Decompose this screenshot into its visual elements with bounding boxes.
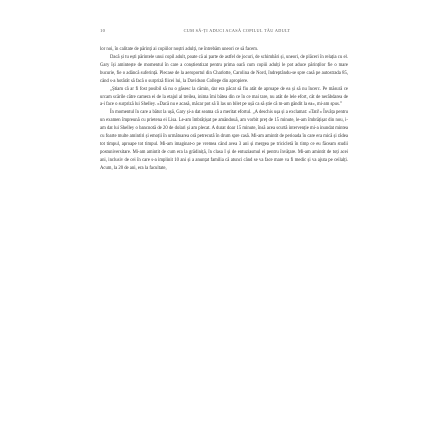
running-head-title: CUM SĂ-ȚI ADUCI ACASĂ COPILUL TĂU ADULT [183, 28, 291, 33]
page-number: 10 [100, 28, 106, 33]
body-text [100, 46, 348, 173]
running-head [0, 28, 445, 38]
paragraph: „Știam că ar fi fost posibil să nu o găsesc la cămin, dar era păcat să fiu atât de aproape de ea și să nu încerc. Pe măsură ce urcam scările către camera ei de la etajul al treilea, inima îmi bătea din ce în ce mai tare, nu atât de lele efort, cât de nerăbdarea de a-i face o surpriză lui Shelley. «Dacă nu e acasă, măcar pot să îi las un bilet pe ușă ca să știe că m-am gândit la ea», mi-am spus.” [100, 86, 348, 108]
paragraph: lor noi, în calitate de părinți ai copiilor noștri adulți, ne întrebăm uneori ce să facem. [100, 47, 259, 52]
paragraph: Dacă și tu ești părintele unui copil adult, poate că ai parte de astfel de jocuri, de schimbări și, uneori, de plăceri în relația cu el. Gary își amintește de momentul în care a conștientizat pentru prima oară cum copiii adulți le pot aduce părinților fie o mare bucurie, fie o adâncă suferință. Plecase de la aeroportul din Charlotte, Carolina de Nord, îndreptându-se spre casă pe autostrada 85, când s-a hotărât să facă o surpriză fiicei lui, la Davidson College din apropiere. [100, 54, 348, 84]
paragraph: În momentul în care a bătut la ușă, Gary și-a dat seama că a meritat efortul. „A deschis ușa și a exclamat: «Tati!» Învăța pentru un examen împreună cu prietena ei Lisa. Le-am îmbrățișat pe amândouă, am vorbit preț de 15 minute, le-am îmbrățișat din nou, i-am dat lui Shelley o bancnotă de 20 de dolari și am plecat. A durat doar 15 minute, însă acea scurtă intervenție mi-a inundat mintea cu foarte multe amintiri și emoții în următoarea oră petrecută în drum spre casă. Mi-am amintit de perioada în care era mică și râdea tot timpul, aproape tot timpul. Mi-am imaginat-o pe vremea când avea 3 ani și mergea pe tricicletă în timp ce eu făceam studii postuniversitare. Mi-am amintit de cum era la grădiniță, în clasa I și de entuziasmul ei pentru învățare. Mi-am amintit de toți acei ani, inclusiv de cei în care s-a implinit 10 ani și a anunțat familia că atunci când se va face mare va fi medic și va ajuta pe ceilalți. Acum, la 20 de ani, era la facultate, [100, 110, 348, 171]
